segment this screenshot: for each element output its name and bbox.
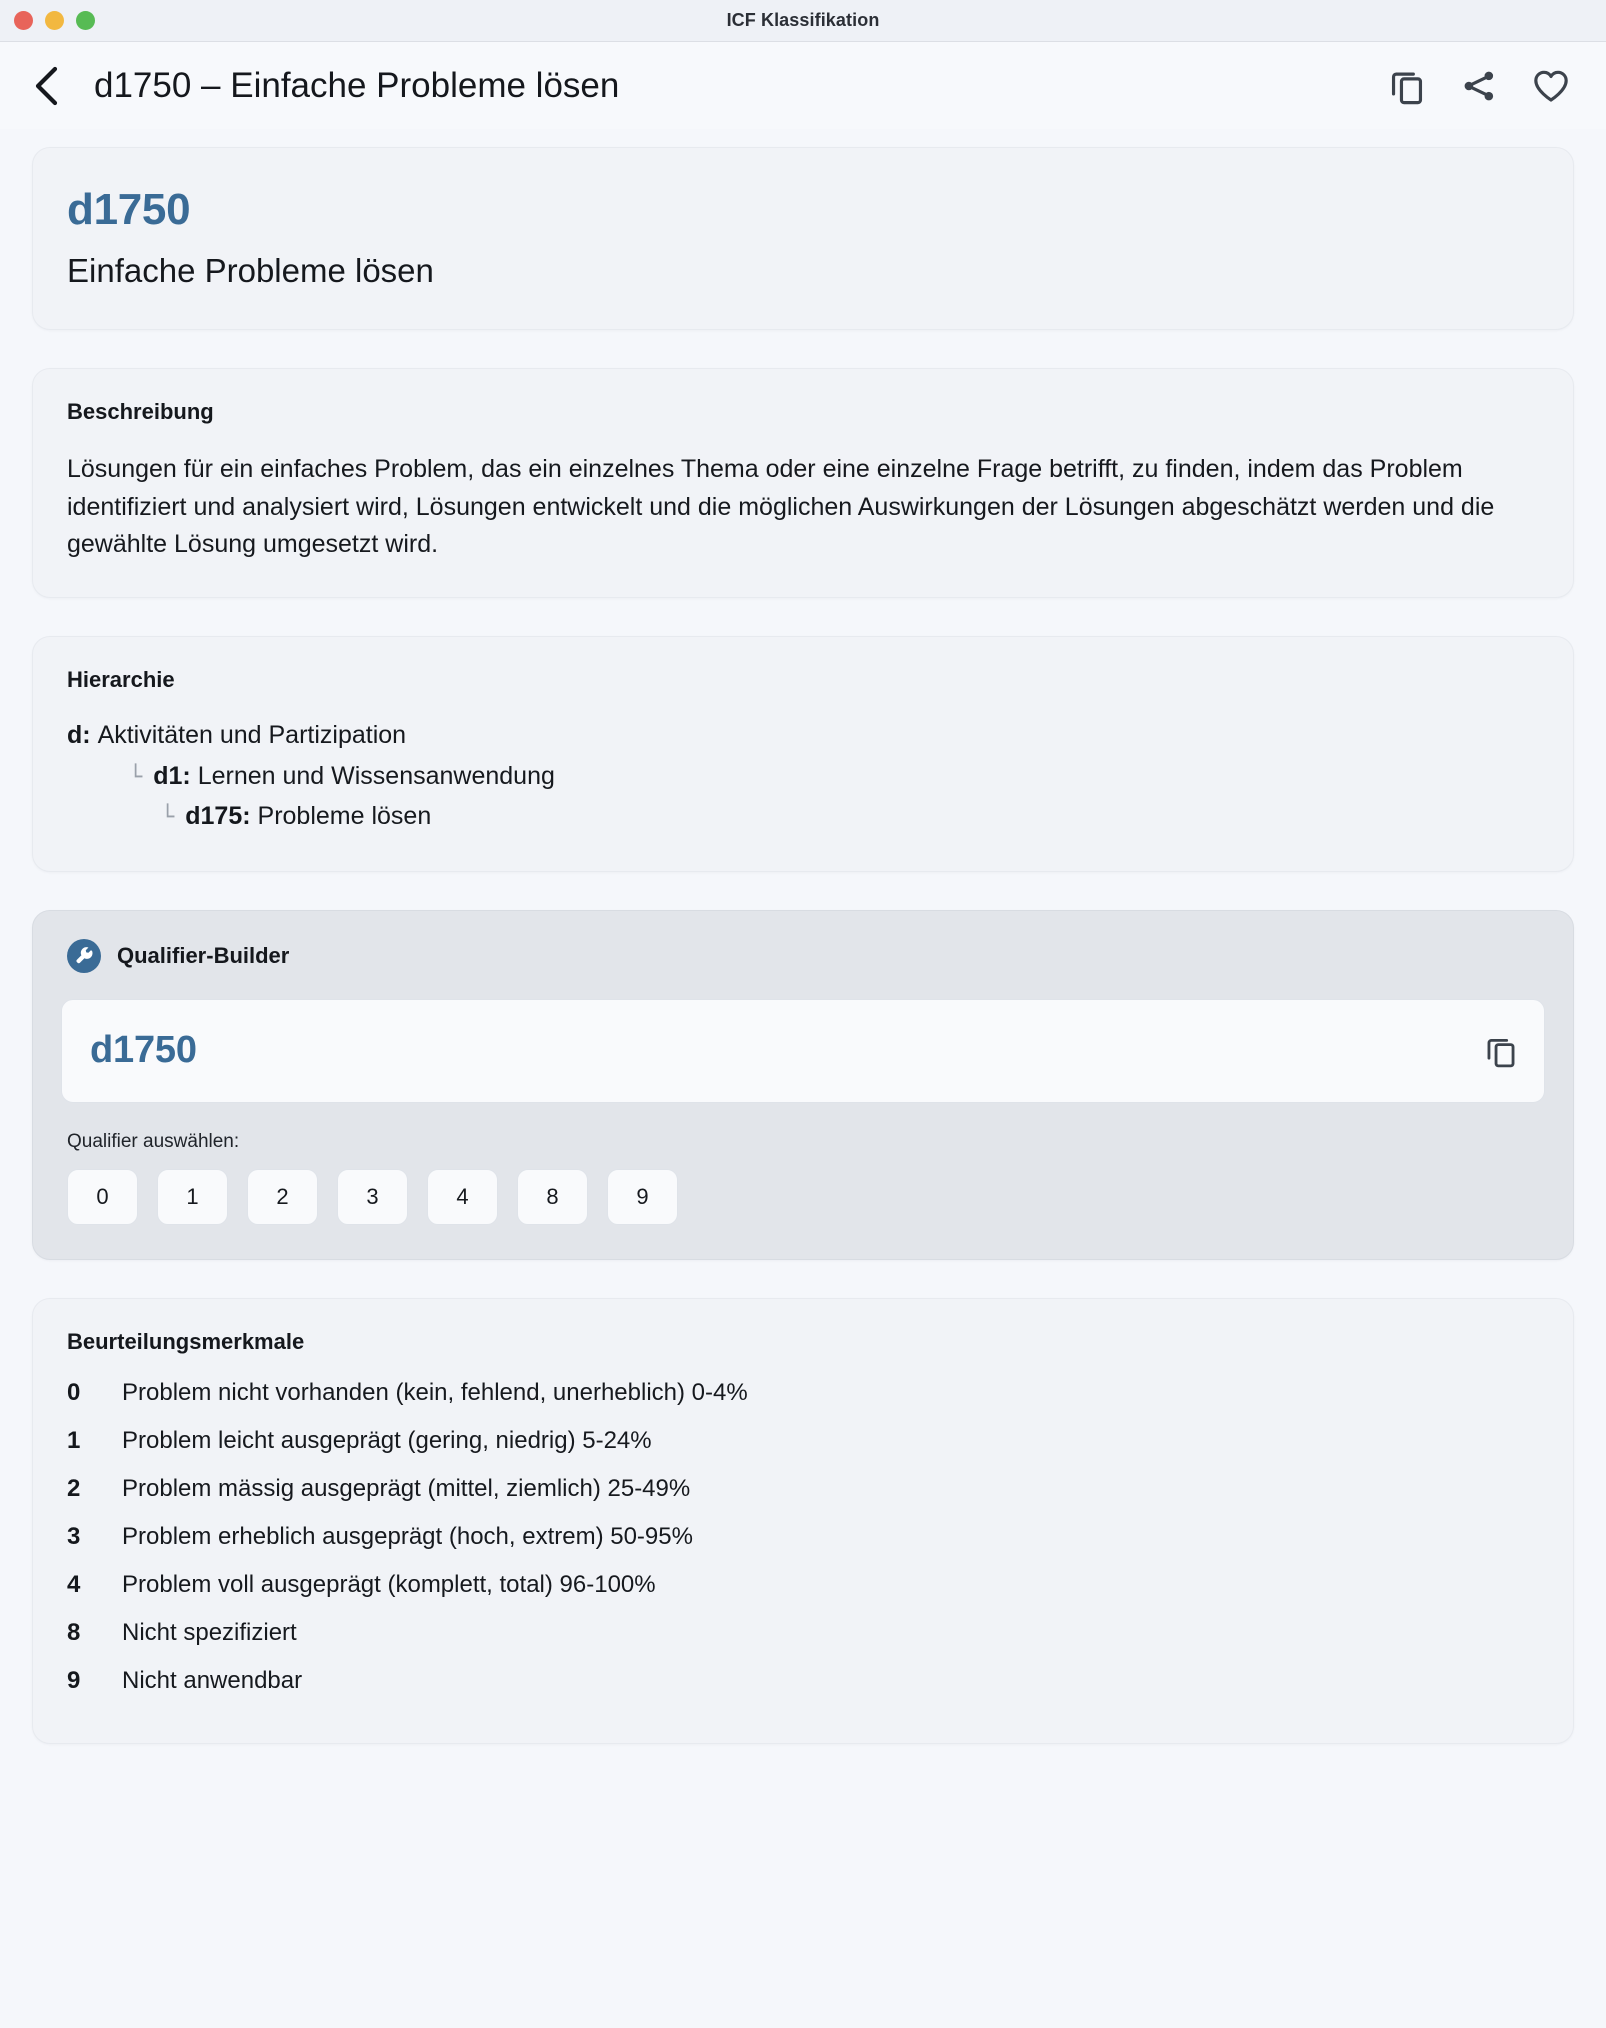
minimize-window-button[interactable]	[45, 11, 64, 30]
tree-corner-icon: └	[161, 805, 175, 831]
hierarchy-card	[32, 636, 1574, 872]
criteria-row	[67, 1522, 1539, 1550]
qualifier-select-label: Qualifier auswählen:	[67, 1130, 240, 1152]
copy-icon	[1484, 1034, 1518, 1068]
header-actions	[1386, 65, 1572, 107]
criteria-text: Problem nicht vorhanden (kein, fehlend, unerheblich) 0-4%	[122, 1378, 748, 1406]
hierarchy-item-code: d:	[67, 721, 91, 750]
criteria-key: 9	[67, 1666, 81, 1694]
criteria-key: 0	[67, 1378, 81, 1406]
criteria-heading: Beurteilungsmerkmale	[67, 1328, 305, 1354]
qualifier-options	[61, 1169, 1545, 1225]
criteria-text: Problem voll ausgeprägt (komplett, total) 96-100%	[122, 1570, 656, 1598]
wrench-badge	[67, 939, 101, 973]
criteria-key: 1	[67, 1426, 81, 1454]
criteria-card	[32, 1298, 1574, 1744]
copy-qualifier-button[interactable]	[1484, 1034, 1518, 1068]
criteria-text: Problem erheblich ausgeprägt (hoch, extrem) 50-95%	[122, 1522, 693, 1550]
qualifier-option-2[interactable]: 2	[247, 1169, 318, 1225]
window-title: ICF Klassifikation	[726, 10, 880, 30]
criteria-row	[67, 1378, 1539, 1406]
hero-title: Einfache Probleme lösen	[67, 251, 434, 289]
qualifier-option-1[interactable]: 1	[157, 1169, 228, 1225]
hierarchy-item-code: d175:	[185, 802, 251, 831]
qualifier-option-3[interactable]: 3	[337, 1169, 408, 1225]
hierarchy-item[interactable]	[67, 756, 1539, 797]
hierarchy-item-label: Aktivitäten und Partizipation	[97, 721, 407, 750]
tree-corner-icon: └	[129, 764, 143, 790]
criteria-text: Nicht spezifiziert	[122, 1618, 297, 1646]
share-button[interactable]	[1458, 65, 1500, 107]
qualifier-code-field[interactable]	[61, 999, 1545, 1103]
qualifier-option-0[interactable]: 0	[67, 1169, 138, 1225]
hierarchy-item-label: Probleme lösen	[257, 802, 432, 831]
window-titlebar	[0, 0, 1606, 42]
criteria-text: Problem leicht ausgeprägt (gering, niedrig) 5-24%	[122, 1426, 652, 1454]
criteria-key: 8	[67, 1618, 81, 1646]
wrench-icon	[75, 946, 94, 965]
criteria-text: Problem mässig ausgeprägt (mittel, ziemlich) 25-49%	[122, 1474, 691, 1502]
hierarchy-item-code: d1:	[153, 761, 191, 790]
close-window-button[interactable]	[14, 11, 33, 30]
favorite-heart-icon	[1531, 66, 1571, 106]
qualifier-code-value: d1750	[90, 1029, 197, 1072]
criteria-row	[67, 1666, 1539, 1694]
copy-button[interactable]	[1386, 65, 1428, 107]
hierarchy-heading: Hierarchie	[67, 667, 175, 693]
qualifier-builder-card	[32, 910, 1574, 1260]
page-title: d1750 – Einfache Probleme lösen	[94, 65, 620, 105]
back-button[interactable]	[22, 62, 70, 110]
copy-icon	[1388, 67, 1426, 105]
qualifier-builder-header	[61, 939, 1545, 973]
criteria-key: 2	[67, 1474, 81, 1502]
window-controls	[0, 11, 95, 30]
qualifier-option-9[interactable]: 9	[607, 1169, 678, 1225]
share-icon	[1460, 67, 1498, 105]
hierarchy-item-label: Lernen und Wissensanwendung	[197, 761, 555, 790]
hierarchy-item[interactable]	[67, 796, 1539, 837]
hierarchy-list	[67, 715, 1539, 837]
qualifier-option-8[interactable]: 8	[517, 1169, 588, 1225]
hierarchy-item[interactable]	[67, 715, 1539, 756]
criteria-row	[67, 1618, 1539, 1646]
description-text: Lösungen für ein einfaches Problem, das ein einzelnes Thema oder eine einzelne Frage betrifft, zu finden, indem das Problem identifiziert und analysiert wird, Lösungen entwickelt und die möglichen Auswirkungen der Lösungen abgeschätzt werden und die gewählte Lösung umgesetzt wird.	[67, 455, 1495, 558]
criteria-key: 3	[67, 1522, 81, 1550]
description-heading: Beschreibung	[67, 399, 214, 425]
app-header	[0, 42, 1606, 129]
qualifier-option-4[interactable]: 4	[427, 1169, 498, 1225]
criteria-row	[67, 1570, 1539, 1598]
qualifier-builder-title: Qualifier-Builder	[117, 942, 290, 968]
favorite-button[interactable]	[1530, 65, 1572, 107]
criteria-row	[67, 1426, 1539, 1454]
description-card	[32, 368, 1574, 598]
criteria-text: Nicht anwendbar	[122, 1666, 303, 1694]
maximize-window-button[interactable]	[76, 11, 95, 30]
main-content	[0, 129, 1606, 1744]
chevron-left-icon	[33, 65, 59, 107]
criteria-row	[67, 1474, 1539, 1502]
code-hero-card	[32, 147, 1574, 330]
hero-code: d1750	[67, 185, 191, 234]
criteria-key: 4	[67, 1570, 81, 1598]
